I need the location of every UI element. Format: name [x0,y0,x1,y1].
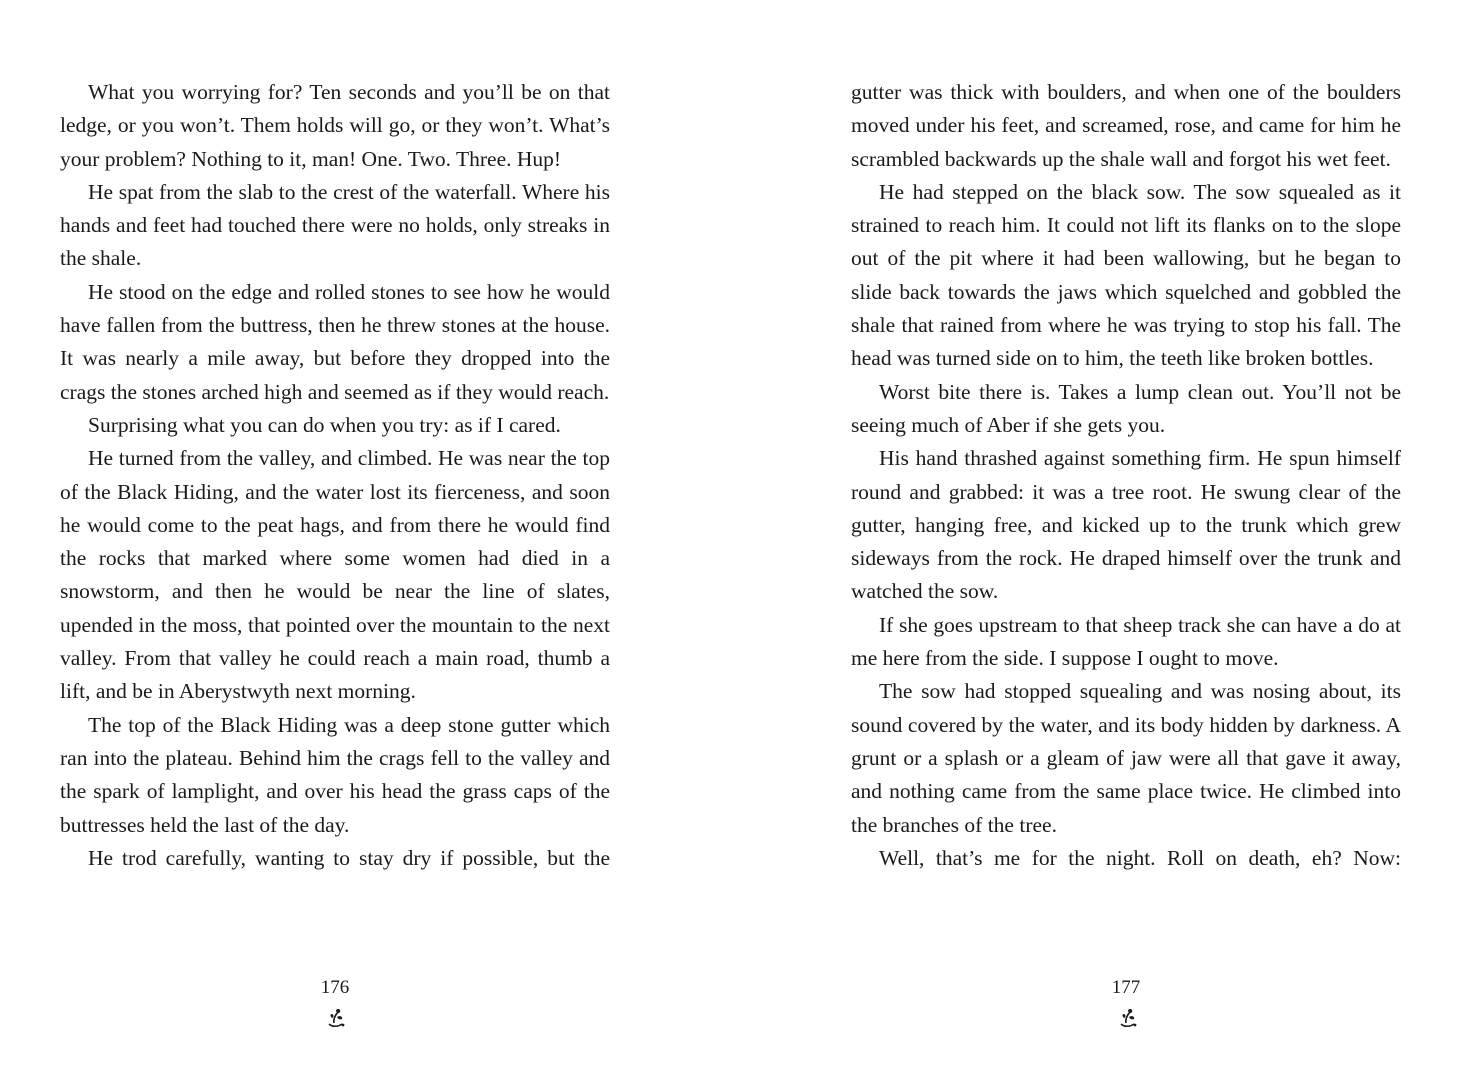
paragraph: Worst bite there is. Takes a lump clean out. You’ll not be seeing much of Aber if she gets you. [851,379,1401,437]
paragraph: He had stepped on the black sow. The sow squealed as it strained to reach him. It could not lift its flanks on to the slope out of the pit where it had been wallowing, but he began to slide back towards the jaws which squelched and gobbled the shale that rained from where he was trying to stop his fall. The head was turned side on to him, the teeth like broken bottles. [851,179,1401,371]
paragraph: What you worrying for? Ten seconds and you’ll be on that ledge, or you won’t. Them holds will go, or they won’t. What’s your problem? Nothing to it, man! One. Two. Three. Hup! [60,80,610,171]
right-page [851,76,1401,875]
paragraph: Surprising what you can do when you try: as if I cared. [88,412,561,437]
paragraph: His hand thrashed against something firm. He spun himself round and grabbed: it was a tree root. He swung clear of the gutter, hanging free, and kicked up to the trunk which grew sideways from the rock. He draped himself over the trunk and watched the sow. [851,446,1401,604]
paragraph: The top of the Black Hiding was a deep stone gutter which ran into the plateau. Behind him the crags fell to the valley and the spark of lamplight, and over his head the grass caps of the buttresses held the last of the day. [60,712,610,837]
paragraph: He trod carefully, wanting to stay dry if possible, but the [88,845,610,870]
paragraph: The sow had stopped squealing and was nosing about, its sound covered by the water, and its body hidden by darkness. A grunt or a splash or a gleam of jaw were all that gave it away, and nothing came from the same place twice. He climbed into the branches of the tree. [851,679,1401,837]
right-page-text [851,76,1401,875]
paragraph: gutter was thick with boulders, and when one of the boulders moved under his feet, and screamed, rose, and came for him he scrambled backwards up the shale wall and forgot his wet feet. [851,80,1401,171]
paragraph: He spat from the slab to the crest of the waterfall. Where his hands and feet had touched there were no holds, only streaks in the shale. [60,179,610,271]
paragraph: If she goes upstream to that sheep track she can have a do at me here from the side. I suppose I ought to move. [851,612,1401,671]
page-number: 177 [1111,977,1141,998]
left-page [60,76,610,875]
floral-ornament-icon [323,1006,349,1030]
floral-ornament-icon [1115,1006,1141,1030]
paragraph: Well, that’s me for the night. Roll on death, eh? Now: [879,845,1401,870]
paragraph: He stood on the edge and rolled stones to see how he would have fallen from the buttress, then he threw stones at the house. It was nearly a mile away, but before they dropped into the crags the stones arched high and seemed as if they would reach. [60,279,610,404]
paragraph: He turned from the valley, and climbed. He was near the top of the Black Hiding, and the water lost its fierceness, and soon he would come to the peat hags, and from there he would find the rocks that marked where some women had died in a snowstorm, and then he would be near the line of slates, upended in the moss, that pointed over the mountain to the next valley. From that valley he could reach a main road, thumb a lift, and be in Aberystwyth next morning. [60,446,610,704]
left-page-text [60,76,610,875]
page-number: 176 [320,977,350,998]
